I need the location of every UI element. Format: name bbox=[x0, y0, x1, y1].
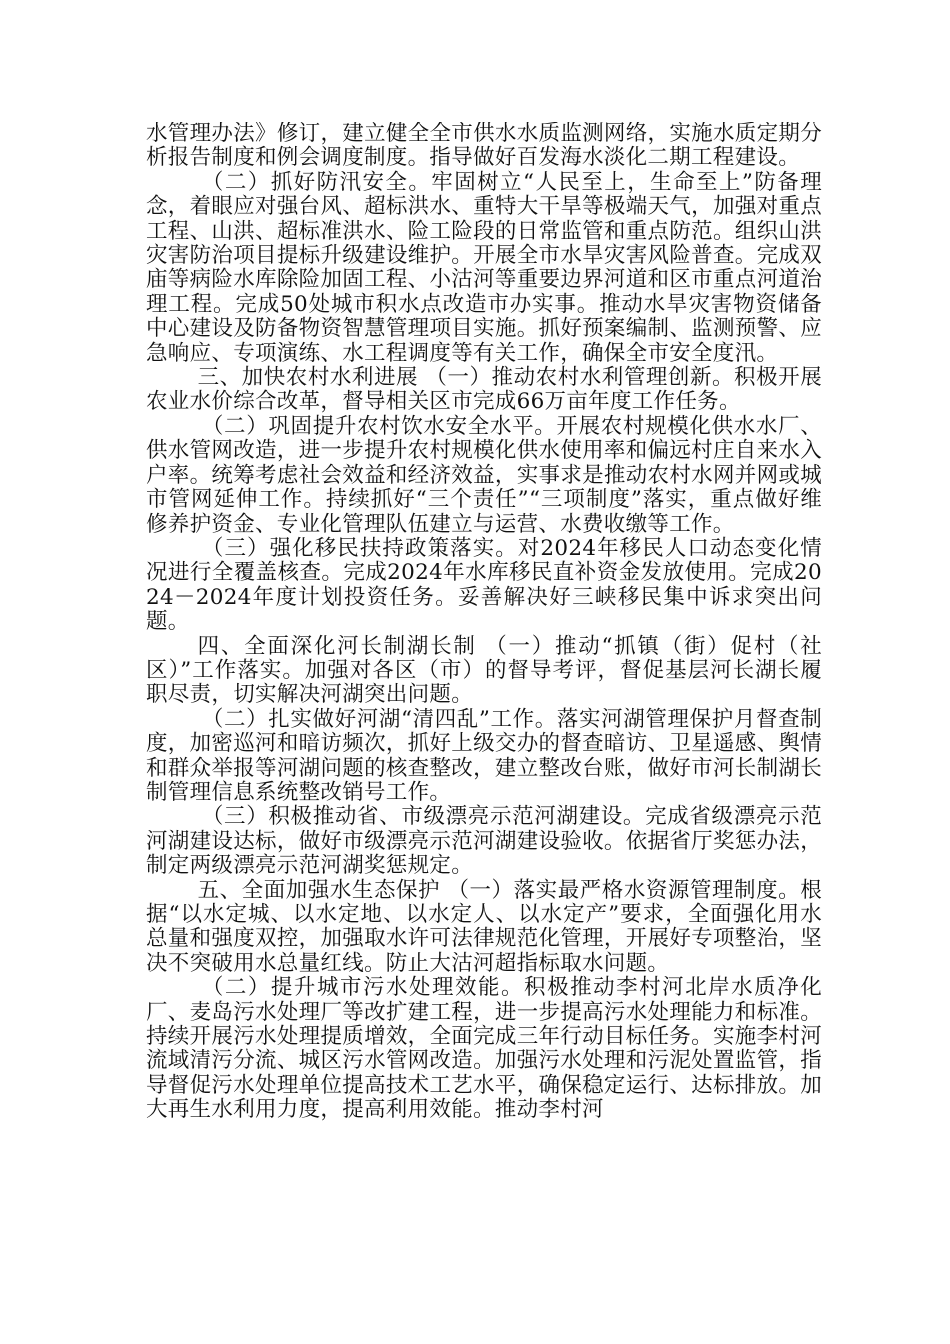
paragraph-rural-water-heading: 三、加快农村水利进展 （一）推动农村水利管理创新。积极开展农业水价综合改革，督导相关区市完成66万亩年度工作任务。 bbox=[146, 365, 822, 415]
paragraph-migrant-support: （三）强化移民扶持政策落实。对2024年移民人口动态变化情况进行全覆盖核查。完成2024年水库移民直补资金发放使用。完成2024－2024年度计划投资任务。妥善解决好三峡移民集中诉求突出问题。 bbox=[146, 535, 822, 635]
paragraph-river-chief-heading: 四、全面深化河长制湖长制 （一）推动“抓镇（街）促村（社区）”工作落实。加强对各区（市）的督导考评，督促基层河长湖长履职尽责，切实解决河湖突出问题。 bbox=[146, 633, 822, 708]
paragraph-water-quality: 水管理办法》修订，建立健全全市供水水质监测网络，实施水质定期分析报告制度和例会调度制度。指导做好百发海水淡化二期工程建设。 bbox=[146, 122, 822, 171]
paragraph-sewage-treatment: （二）提升城市污水处理效能。积极推动李村河北岸水质净化厂、麦岛污水处理厂等改扩建工程，进一步提高污水处理能力和标准。持续开展污水处理提质增效，全面完成三年行动目标任务。实施李村河流域清污分流、城区污水管网改造。加强污水处理和污泥处置监管，指导督促污水处理单位提高技术工艺水平，确保稳定运行、达标排放。加大再生水利用力度，提高利用效能。推动李村河 bbox=[146, 975, 822, 1123]
paragraph-model-rivers: （三）积极推动省、市级漂亮示范河湖建设。完成省级漂亮示范河湖建设达标，做好市级漂亮示范河湖建设验收。依据省厅奖惩办法，制定两级漂亮示范河湖奖惩规定。 bbox=[146, 804, 822, 879]
paragraph-ecology-heading: 五、全面加强水生态保护 （一）落实最严格水资源管理制度。根据“以水定城、以水定地、以水定人、以水定产”要求，全面强化用水总量和强度双控，加强取水许可法律规范化管理，开展好专项整治，坚决不突破用水总量红线。防止大沽河超指标取水问题。 bbox=[146, 877, 822, 976]
paragraph-rural-drinking-water: （二）巩固提升农村饮水安全水平。开展农村规模化供水水厂、供水管网改造，进一步提升农村规模化供水使用率和偏远村庄自来水入户率。统筹考虑社会效益和经济效益，实事求是推动农村水网并网或城市管网延伸工作。持续抓好“三个责任”“三项制度”落实，重点做好维修养护资金、专业化管理队伍建立与运营、水费收缴等工作。 bbox=[146, 413, 822, 537]
document-page bbox=[146, 122, 822, 1242]
paragraph-flood-safety: （二）抓好防汛安全。牢固树立“人民至上，生命至上”防备理念，着眼应对强台风、超标洪水、重特大干旱等极端天气，加强对重点工程、山洪、超标准洪水、险工险段的日常监管和重点防范。组织山洪灾害防治项目提标升级建设维护。开展全市水旱灾害风险普查。完成双庙等病险水库除险加固工程、小沽河等重要边界河道和区市重点河道治理工程。完成50处城市积水点改造市办实事。推动水旱灾害物资储备中心建设及防备物资智慧管理项目实施。抓好预案编制、监测预警、应急响应、专项演练、水工程调度等有关工作，确保全市安全度汛。 bbox=[146, 169, 822, 366]
paragraph-four-chaos: （二）扎实做好河湖“清四乱”工作。落实河湖管理保护月督查制度，加密巡河和暗访频次，抓好上级交办的督查暗访、卫星遥感、舆情和群众举报等河湖问题的核查整改，建立整改台账，做好市河长制湖长制管理信息系统整改销号工作。 bbox=[146, 706, 822, 805]
